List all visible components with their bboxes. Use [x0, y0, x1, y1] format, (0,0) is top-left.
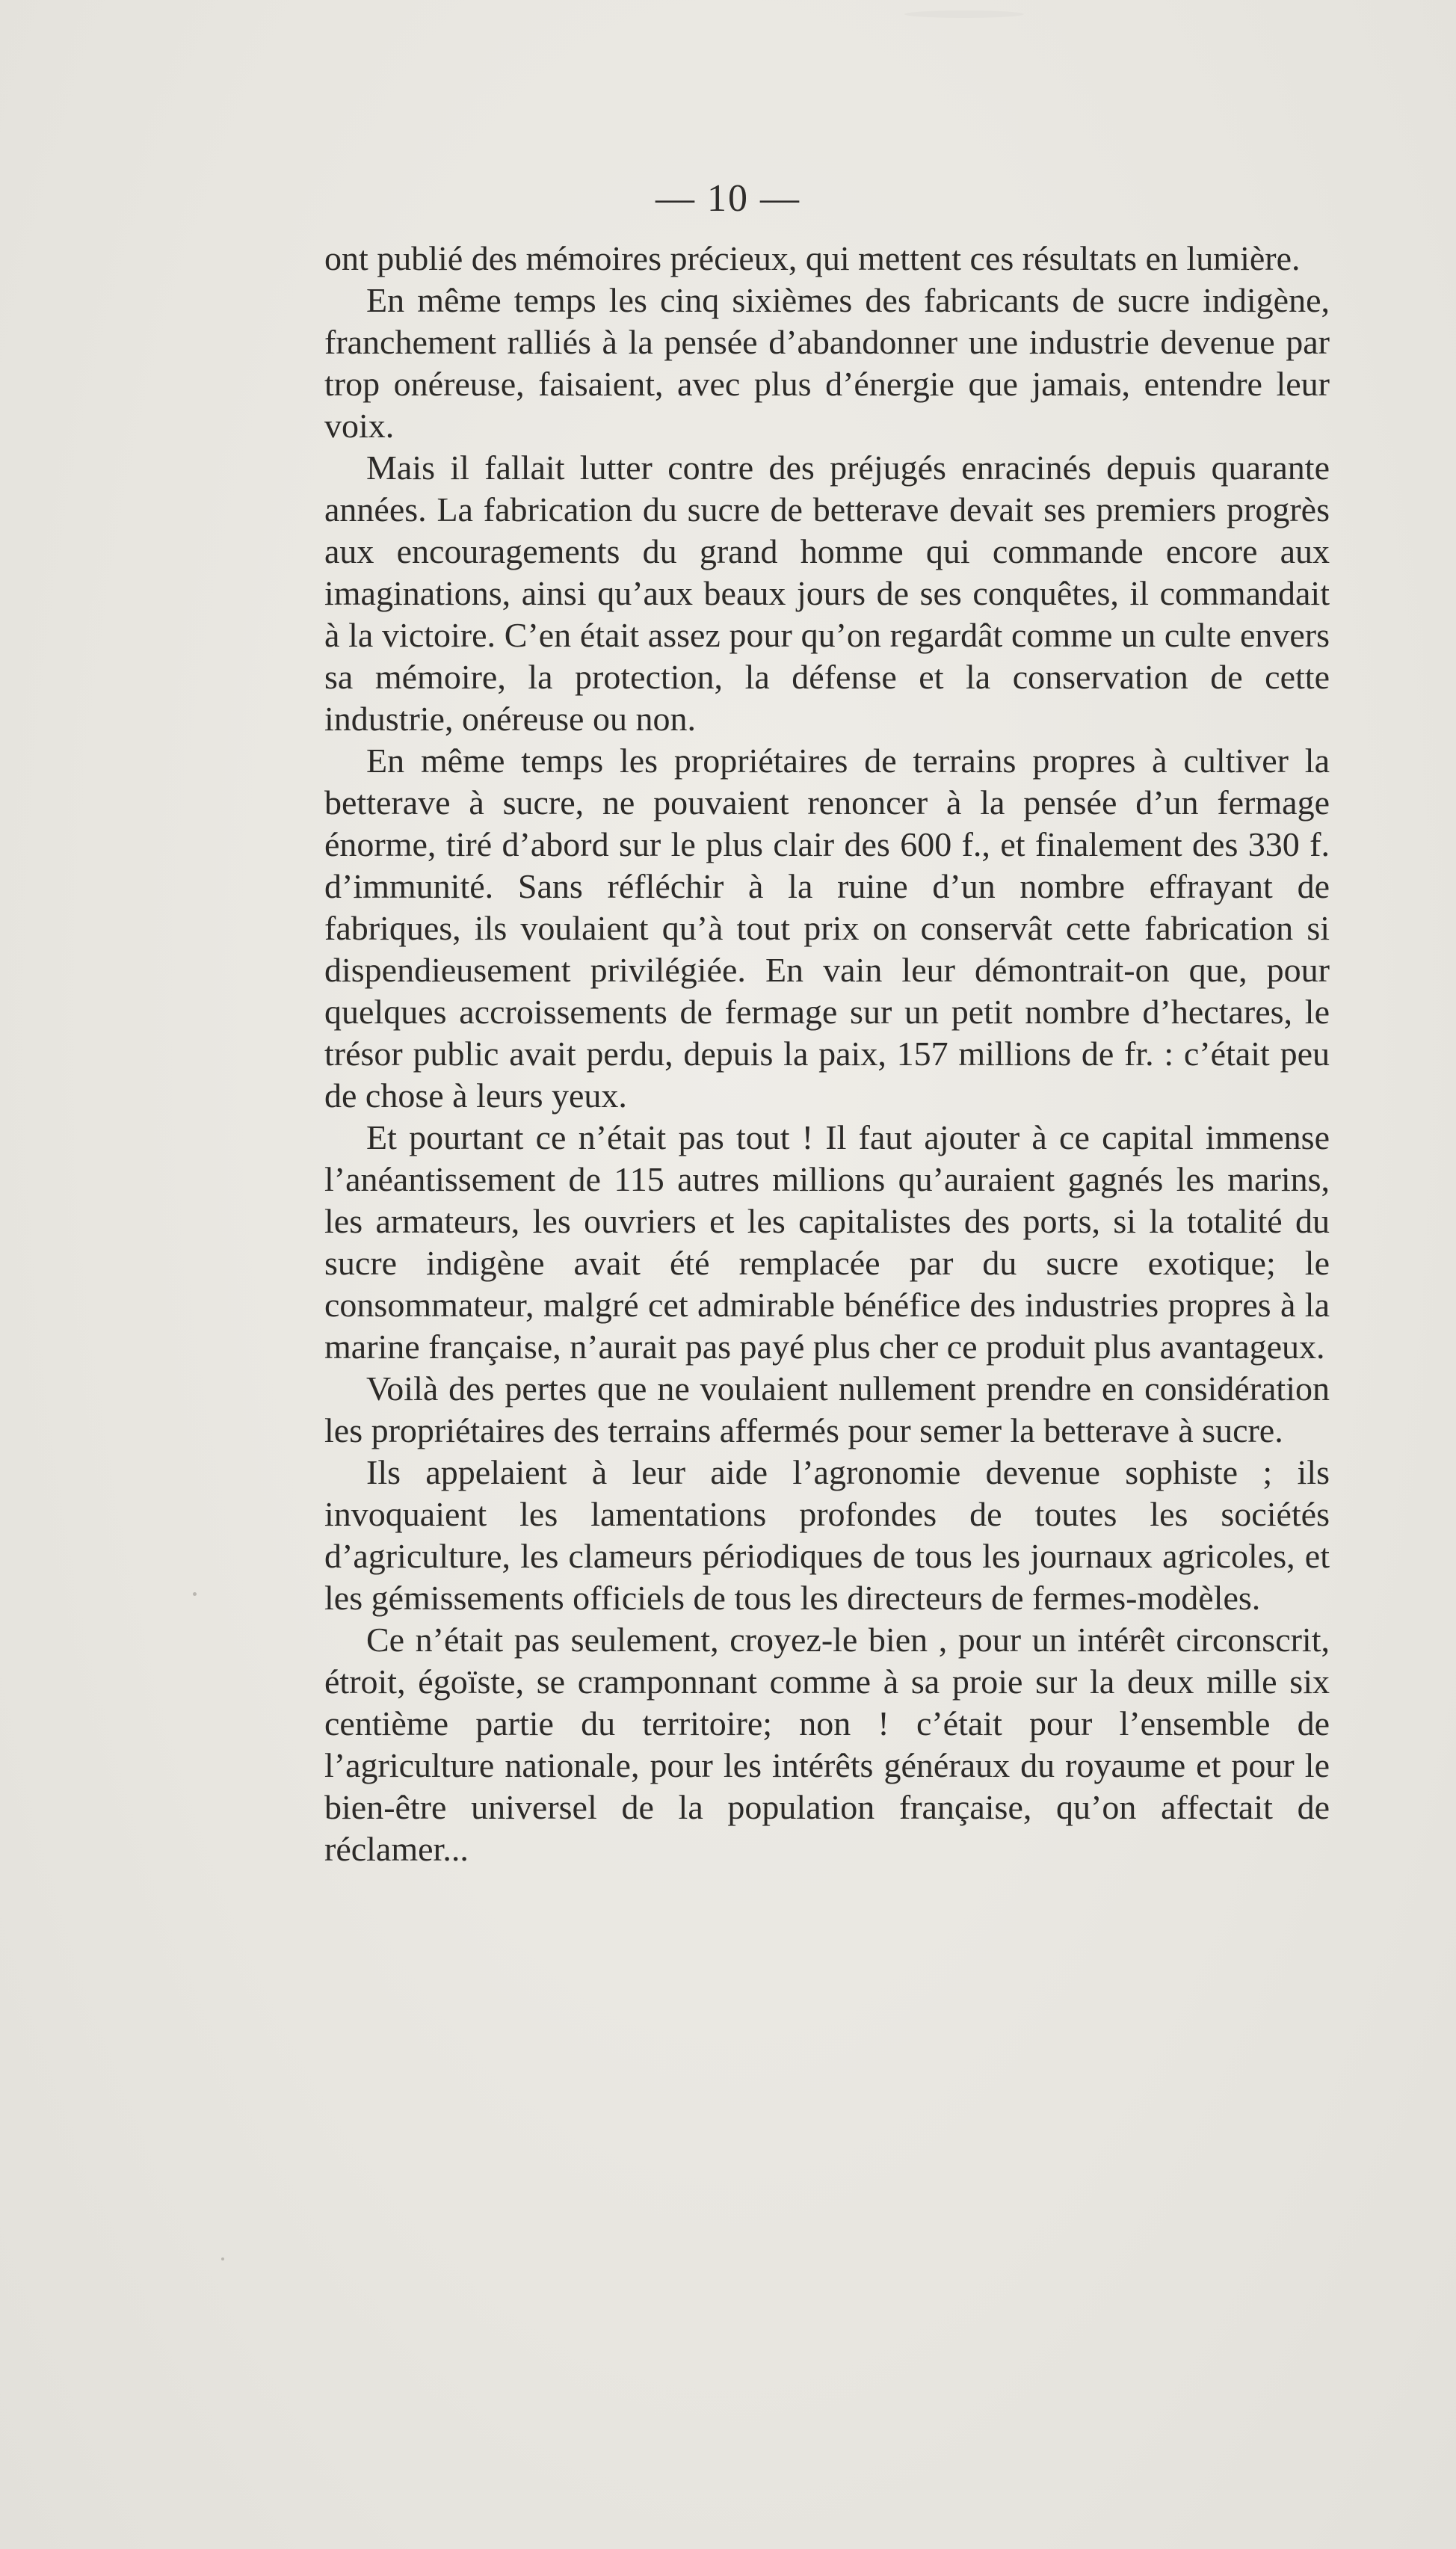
paragraph: ont publié des mémoires précieux, qui mettent ces résultats en lumière. — [324, 239, 1301, 277]
paragraph: Voilà des pertes que ne voulaient nullement prendre en considération les propriétaires des terrains affermés pour semer la betterave à sucre. — [324, 1369, 1330, 1449]
page-number: — 10 — — [655, 177, 801, 220]
paragraph: En même temps les cinq sixièmes des fabricants de sucre indigène, franchement ralliés à la pensée d’abandonner une industrie devenue par trop onéreuse, faisaient, avec plus d’énergie que jamais, entendre leur voix. — [324, 281, 1330, 445]
paragraph: Mais il fallait lutter contre des préjugés enracinés depuis quarante années. La fabrication du sucre de betterave devait ses premiers progrès aux encouragements du grand homme qui commande encore aux imaginations, ainsi qu’aux beaux jours de ses conquêtes, il commandait à la victoire. C’en était assez pour qu’on regardât comme un culte envers sa mémoire, la protection, la défense et la conservation de cette industrie, onéreuse ou non. — [324, 449, 1330, 738]
paper-speck — [904, 10, 1024, 18]
paper-speck — [193, 1592, 197, 1596]
paragraph: Et pourtant ce n’était pas tout ! Il faut ajouter à ce capital immense l’anéantissement de 115 autres millions qu’auraient gagnés les marins, les armateurs, les ouvriers et les capitalistes des ports, si la totalité du sucre indigène avait été remplacée par du sucre exotique; le consommateur, malgré cet admirable bénéfice des industries propres à la marine française, n’aurait pas payé plus cher ce produit plus avantageux. — [324, 1118, 1330, 1366]
body-text — [324, 238, 1330, 1870]
paragraph: Ils appelaient à leur aide l’agronomie devenue sophiste ; ils invoquaient les lamentations profondes de toutes les sociétés d’agriculture, les clameurs périodiques de tous les journaux agricoles, et les gémissements officiels de tous les directeurs de fermes-modèles. — [324, 1453, 1330, 1617]
paragraph: En même temps les propriétaires de terrains propres à cultiver la betterave à sucre, ne pouvaient renoncer à la pensée d’un fermage énorme, tiré d’abord sur le plus clair des 600 f., et finalement des 330 f. d’immunité. Sans réfléchir à la ruine d’un nombre effrayant de fabriques, ils voulaient qu’à tout prix on conservât cette fabrication si dispendieusement privilégiée. En vain leur démontrait-on que, pour quelques accroissements de fermage sur un petit nombre d’hectares, le trésor public avait perdu, depuis la paix, 157 millions de fr. : c’était peu de chose à leurs yeux. — [324, 742, 1330, 1115]
paper-speck — [221, 2257, 224, 2260]
paragraph: Ce n’était pas seulement, croyez-le bien , pour un intérêt circonscrit, étroit, égoïste, se cramponnant comme à sa proie sur la deux mille six centième partie du territoire; non ! c’était pour l’ensemble de l’agriculture nationale, pour les intérêts généraux du royaume et pour le bien-être universel de la population française, qu’on affectait de réclamer... — [324, 1621, 1330, 1868]
